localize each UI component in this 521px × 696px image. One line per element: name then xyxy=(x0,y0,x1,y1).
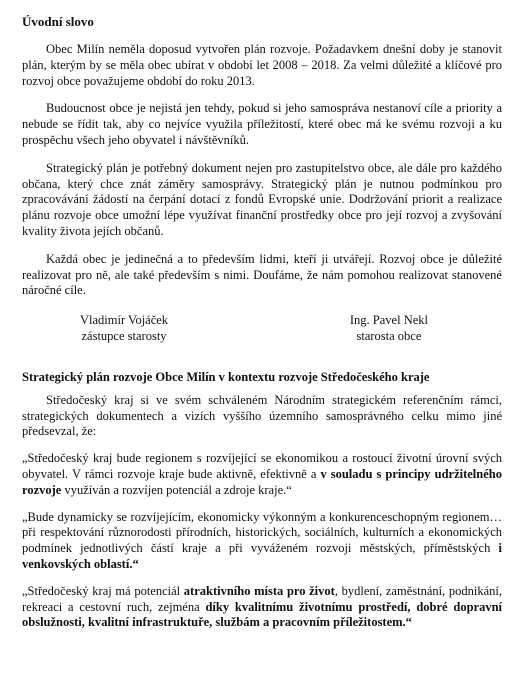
quote-text: využíván a rozvíjen potenciál a zdroje kraje.“ xyxy=(61,482,292,497)
intro-paragraph-2: Budoucnost obce je nejistá jen tehdy, pokud si jeho samospráva nestanoví cíle a priority a nebude se řídit tak, aby co nejvíce využila příležitostí, které obec má ke svému rozvoji a ku prospěchu všech jeho obyvatel i návštěvníků. xyxy=(22,101,502,147)
signature-left xyxy=(80,313,168,345)
quote-bold: v souladu s principy udržitelného rozvoje xyxy=(22,466,502,497)
page-heading: Úvodní slovo xyxy=(22,14,94,29)
intro-paragraph-4: Každá obec je jedinečná a to především lidmi, kteří ji utvářejí. Rozvoj obce je důležité realizovat pro ně, ale také především s nimi. Doufáme, že nám pomohou realizovat stanovené náročné cíle. xyxy=(22,251,502,298)
quote-3 xyxy=(22,584,502,631)
quote-1 xyxy=(22,451,502,498)
signature-name: Ing. Pavel Nekl xyxy=(349,313,428,328)
signature-role: starosta obce xyxy=(356,328,422,343)
signature-right xyxy=(350,313,428,345)
signature-block xyxy=(22,313,502,345)
intro-paragraph-3: Strategický plán je potřebný dokument nejen pro zastupitelstvo obce, ale dále pro každého občana, který chce znát záměry samosprávy. Strategický plán je nutnou podmínkou pro zpracovávání žádostí na čerpání dotací z fondů Evropské unie. Dodržování priorit a realizace plánu rozvoje obce umožní lépe využívat finanční prostředky obce pro její rozvoj a zvyšování kvality života jejích občanů. xyxy=(22,160,502,238)
intro-paragraph-1: Obec Milín neměla doposud vytvořen plán rozvoje. Požadavkem dnešní doby je stanovit plán, kterým by se měla obec ubírat v období let 2008 – 2018. Za velmi důležité a klíčové pro rozvoj obce považujeme období do roku 2013. xyxy=(22,42,502,88)
quote-text: „Středočeský kraj bude regionem s rozvíjející se ekonomikou a rostoucí životní úrovní svých obyvatel. V rámci rozvoje kraje bude aktivně, efektivně a xyxy=(22,451,502,481)
signature-role: zástupce starosty xyxy=(81,328,167,343)
section-title: Strategický plán rozvoje Obce Milín v kontextu rozvoje Středočeského kraje xyxy=(22,369,430,384)
section-intro: Středočeský kraj si ve svém schváleném Národním strategickém referenčním rámci, strategických dokumentech a vizích vyššího územního samosprávného celku mimo jiné předsevzal, že: xyxy=(22,392,502,439)
quote-2 xyxy=(22,510,502,573)
quote-text: „Středočeský kraj má potenciál xyxy=(22,583,184,598)
quote-text: , bydlení, zaměstnání, podnikání, rekreaci a cestovní ruch, zejména xyxy=(22,583,502,614)
signature-name: Vladimír Vojáček xyxy=(80,313,169,328)
quote-bold: díky kvalitnímu životnímu prostředí, dobré dopravní obslužnosti, kvalitní infrastruktuře, službám a pracovním příležitostem.“ xyxy=(22,599,502,630)
quote-text: „Bude dynamicky se rozvíjejícím, ekonomicky výkonným a konkurenceschopným regionem… při respektování různorodosti přírodních, historických, sociálních, kulturních a ekonomických podmínek jednotlivých částí kraje a při vyváženém rozvoji městských, příměstských xyxy=(22,509,502,556)
quote-bold: atraktivního místa pro život xyxy=(183,583,335,598)
quote-bold: i venkovských oblastí.“ xyxy=(22,541,502,571)
document-page xyxy=(22,14,502,631)
